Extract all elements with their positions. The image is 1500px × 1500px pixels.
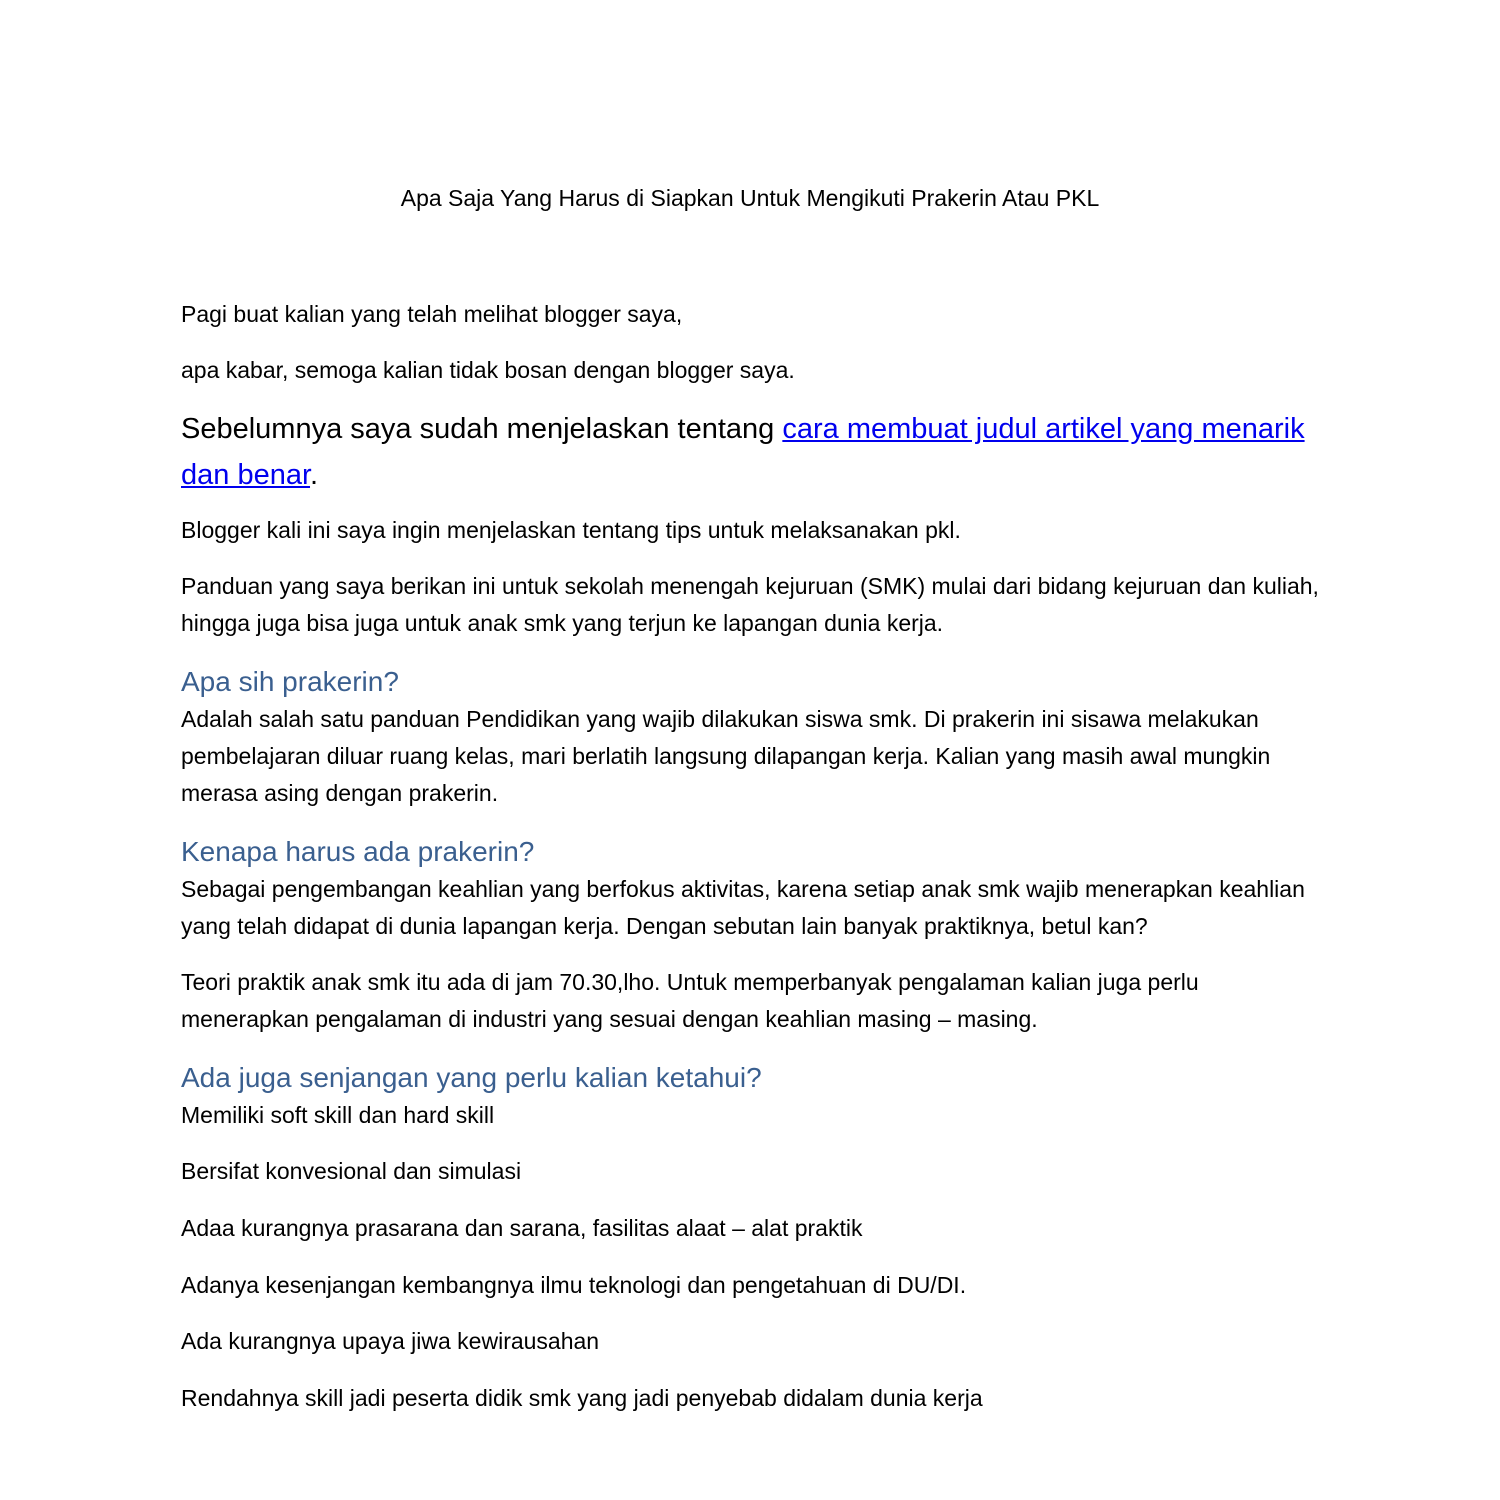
section-heading-kenapa-harus-ada-prakerin: Kenapa harus ada prakerin? [181,836,535,867]
section-paragraph: Teori praktik anak smk itu ada di jam 70.30,lho. Untuk memperbanyak pengalaman kalian juga perlu menerapkan pengalaman di industri yang sesuai dengan keahlian masing – masing. [181,969,1199,1032]
section-heading-senjangan: Ada juga senjangan yang perlu kalian ketahui? [181,1062,762,1093]
intro-paragraph: Blogger kali ini saya ingin menjelaskan tentang tips untuk melaksanakan pkl. [181,517,961,543]
reference-suffix: . [310,459,319,491]
reference-paragraph [181,406,1321,498]
list-item: Rendahnya skill jadi peserta didik smk yang jadi penyebab didalam dunia kerja [181,1385,983,1411]
list-item: Adaa kurangnya prasarana dan sarana, fasilitas alaat – alat praktik [181,1215,863,1241]
document-body [181,296,1321,1437]
intro-paragraph: Panduan yang saya berikan ini untuk sekolah menengah kejuruan (SMK) mulai dari bidang kejuruan dan kuliah, hingga juga bisa juga untuk anak smk yang terjun ke lapangan dunia kerja. [181,573,1319,636]
article-title-link[interactable]: cara membuat judul artikel yang menarik dan benar [181,413,1305,491]
section-heading-apa-sih-prakerin: Apa sih prakerin? [181,666,399,697]
list-item: Bersifat konvesional dan simulasi [181,1158,522,1184]
list-item: Memiliki soft skill dan hard skill [181,1102,495,1128]
section-paragraph: Adalah salah satu panduan Pendidikan yang wajib dilakukan siswa smk. Di prakerin ini sisawa melakukan pembelajaran diluar ruang kelas, mari berlatih langsung dilapangan kerja. Kalian yang masih awal mungkin merasa asing dengan prakerin. [181,706,1271,806]
intro-paragraph: Pagi buat kalian yang telah melihat blogger saya, [181,301,683,327]
list-item: Ada kurangnya upaya jiwa kewirausahan [181,1328,600,1354]
section-paragraph: Sebagai pengembangan keahlian yang berfokus aktivitas, karena setiap anak smk wajib menerapkan keahlian yang telah didapat di dunia lapangan kerja. Dengan sebutan lain banyak praktiknya, betul kan? [181,876,1305,939]
intro-paragraph: apa kabar, semoga kalian tidak bosan dengan blogger saya. [181,357,795,383]
reference-prefix: Sebelumnya saya sudah menjelaskan tentang [181,413,783,445]
list-item: Adanya kesenjangan kembangnya ilmu teknologi dan pengetahuan di DU/DI. [181,1272,967,1298]
document-title: Apa Saja Yang Harus di Siapkan Untuk Mengikuti Prakerin Atau PKL [400,185,1100,211]
